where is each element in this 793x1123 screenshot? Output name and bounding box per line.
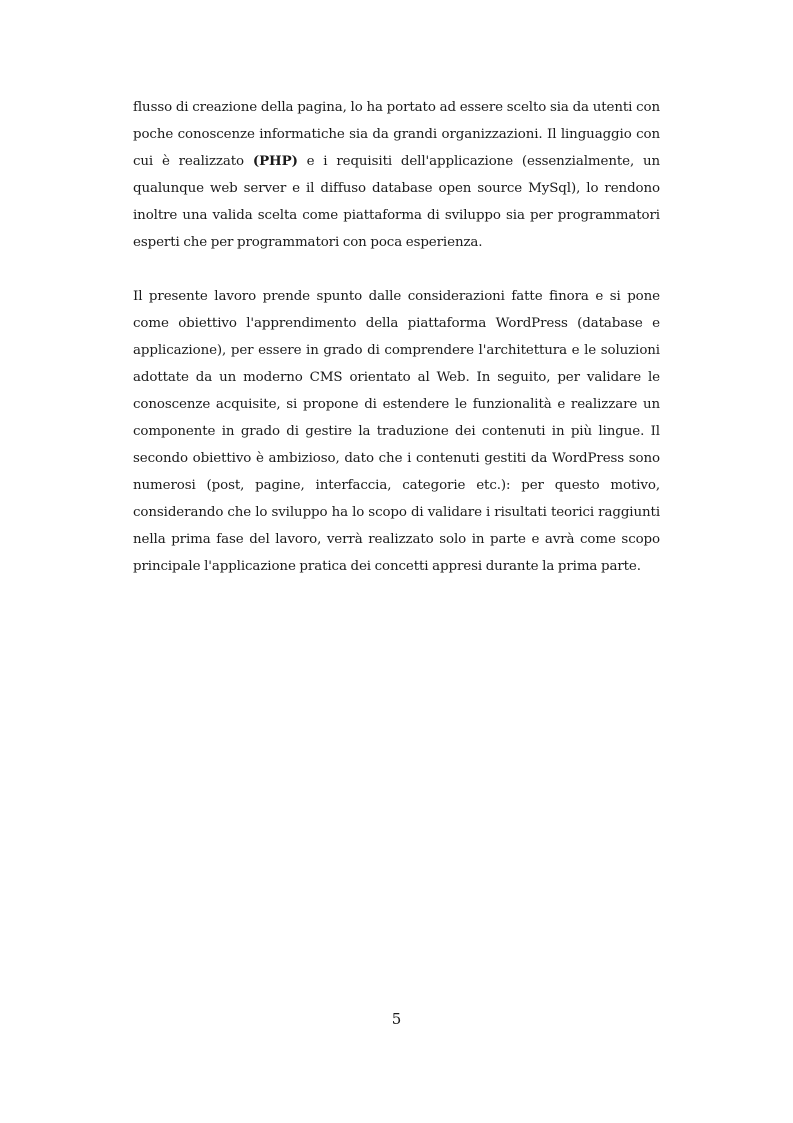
page-number: 5 (391, 1010, 402, 1028)
paragraph-2 (133, 283, 660, 580)
paragraph-2-run-1: Il presente lavoro prende spunto dalle considerazioni fatte finora e si pone come obiettivo l'apprendimento della piattaforma WordPress (database e applicazione), per essere in grado di comprendere l'architettura e le soluzioni adottate da un moderno CMS orientato al Web. In seguito, per validare le conoscenze acquisite, si propone di estendere le funzionalità e realizzare un componente in grado di gestire la traduzione dei contenuti in più lingue. Il secondo obiettivo è ambizioso, dato che i contenuti gestiti da WordPress sono numerosi (post, pagine, interfaccia, categorie etc.): per questo motivo, considerando che lo sviluppo ha lo scopo di validare i risultati teorici raggiunti nella prima fase del lavoro, verrà realizzato solo in parte e avrà come scopo principale l'applicazione pratica dei concetti appresi durante la prima parte. (133, 289, 660, 574)
php-bold-text: (PHP) (252, 153, 298, 169)
paragraph-1-run-1: flusso di creazione della pagina, lo ha portato ad essere scelto sia da utenti con poche conoscenze informatiche sia da grandi organizzazioni. Il linguaggio con cui è realizzato (133, 100, 660, 169)
body-text (133, 94, 660, 580)
paragraph-1 (133, 94, 660, 256)
paragraph-1-run-3: e i requisiti dell'applicazione (essenzialmente, un qualunque web server e il diffuso database open source MySql), lo rendono inoltre una valida scelta come piattaforma di sviluppo sia per programmatori esperti che per programmatori con poca esperienza. (133, 154, 661, 250)
